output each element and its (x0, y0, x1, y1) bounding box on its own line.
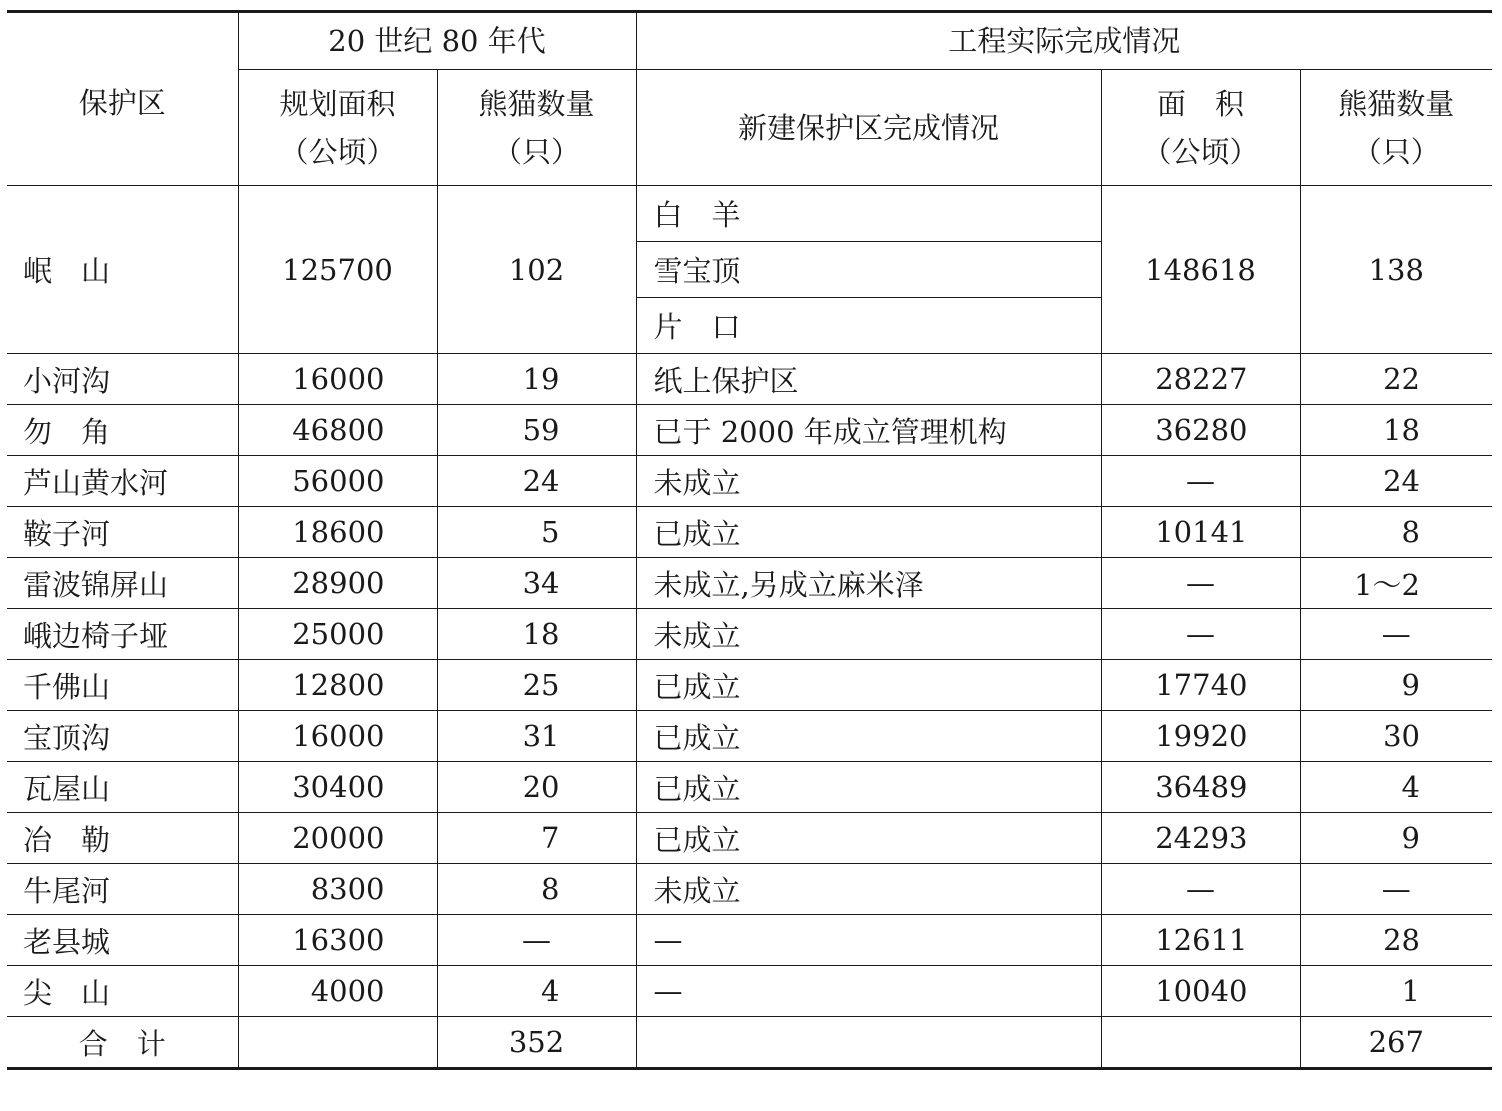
cell-pandas-80s: 31 (437, 711, 636, 762)
cell-pandas-actual: 4 (1300, 762, 1492, 813)
table-row (7, 966, 1492, 1017)
total-pandas-80s: 352 (437, 1017, 636, 1069)
table-row-minshan (7, 186, 1492, 242)
total-pandas-actual: 267 (1300, 1017, 1492, 1069)
cell-status: 未成立 (636, 609, 1101, 660)
table-row (7, 558, 1492, 609)
cell-area: 10040 (1101, 966, 1300, 1017)
table-row (7, 354, 1492, 405)
cell-status: 未成立 (636, 456, 1101, 507)
cell-planned-area: 4000 (238, 966, 437, 1017)
cell-pandas-actual: — (1300, 609, 1492, 660)
table-row (7, 762, 1492, 813)
table-footer (7, 1017, 1492, 1069)
table-row (7, 660, 1492, 711)
table-row (7, 405, 1492, 456)
cell-area: 19920 (1101, 711, 1300, 762)
table-rows (7, 354, 1492, 1017)
cell-pandas-actual: 1～2 (1300, 558, 1492, 609)
minshan-pandas-actual: 138 (1300, 186, 1492, 354)
cell-status: — (636, 966, 1101, 1017)
minshan-sub-reserve: 片 口 (636, 298, 1101, 354)
cell-pandas-actual: 9 (1300, 660, 1492, 711)
cell-status: 未成立 (636, 864, 1101, 915)
cell-area: 10141 (1101, 507, 1300, 558)
cell-reserve-name: 峨边椅子垭 (7, 609, 238, 660)
cell-reserve-name: 老县城 (7, 915, 238, 966)
cell-planned-area: 46800 (238, 405, 437, 456)
cell-reserve-name: 小河沟 (7, 354, 238, 405)
cell-pandas-80s: 5 (437, 507, 636, 558)
cell-planned-area: 16000 (238, 354, 437, 405)
header-panda-count-actual (1300, 70, 1492, 186)
cell-status: 未成立,另成立麻米泽 (636, 558, 1101, 609)
cell-reserve-name: 芦山黄水河 (7, 456, 238, 507)
cell-planned-area: 8300 (238, 864, 437, 915)
table-row-total (7, 1017, 1492, 1069)
cell-reserve-name: 雷波锦屏山 (7, 558, 238, 609)
table-row (7, 609, 1492, 660)
cell-reserve-name: 牛尾河 (7, 864, 238, 915)
minshan-planned-area: 125700 (238, 186, 437, 354)
header-panda-count-actual-label: 熊猫数量 (1338, 86, 1455, 121)
header-planned-area (238, 70, 437, 186)
cell-planned-area: 20000 (238, 813, 437, 864)
cell-area: 12611 (1101, 915, 1300, 966)
cell-area: — (1101, 609, 1300, 660)
header-group-80s: 20 世纪 80 年代 (238, 12, 636, 70)
cell-planned-area: 16300 (238, 915, 437, 966)
cell-pandas-80s: — (437, 915, 636, 966)
cell-area: 24293 (1101, 813, 1300, 864)
minshan-sub-reserve: 雪宝顶 (636, 242, 1101, 298)
cell-pandas-actual: 28 (1300, 915, 1492, 966)
minshan-name: 岷 山 (7, 186, 238, 354)
header-new-reserve-status: 新建保护区完成情况 (636, 70, 1101, 186)
cell-reserve-name: 宝顶沟 (7, 711, 238, 762)
cell-pandas-80s: 59 (437, 405, 636, 456)
header-planned-area-unit: （公顷） (279, 134, 396, 169)
minshan-area: 148618 (1101, 186, 1300, 354)
table-row (7, 915, 1492, 966)
cell-reserve-name: 千佛山 (7, 660, 238, 711)
cell-area: — (1101, 864, 1300, 915)
header-panda-count-80s-unit: （只） (492, 134, 580, 169)
header-area (1101, 70, 1300, 186)
cell-pandas-actual: 1 (1300, 966, 1492, 1017)
header-panda-count-actual-unit: （只） (1352, 134, 1440, 169)
cell-reserve-name: 鞍子河 (7, 507, 238, 558)
table-row (7, 711, 1492, 762)
table-body (7, 186, 1492, 354)
cell-area: — (1101, 456, 1300, 507)
cell-pandas-actual: 22 (1300, 354, 1492, 405)
table-row (7, 507, 1492, 558)
total-status (636, 1017, 1101, 1069)
cell-pandas-actual: 18 (1300, 405, 1492, 456)
cell-pandas-actual: 8 (1300, 507, 1492, 558)
cell-pandas-80s: 19 (437, 354, 636, 405)
cell-planned-area: 56000 (238, 456, 437, 507)
cell-area: — (1101, 558, 1300, 609)
panda-reserve-table (7, 10, 1492, 1070)
header-area-unit: （公顷） (1142, 134, 1259, 169)
cell-pandas-80s: 4 (437, 966, 636, 1017)
cell-status: 已成立 (636, 813, 1101, 864)
cell-status: 已成立 (636, 762, 1101, 813)
minshan-sub-reserve: 白 羊 (636, 186, 1101, 242)
cell-pandas-actual: 30 (1300, 711, 1492, 762)
cell-status: — (636, 915, 1101, 966)
cell-status: 已于 2000 年成立管理机构 (636, 405, 1101, 456)
cell-area: 36280 (1101, 405, 1300, 456)
header-panda-count-80s-label: 熊猫数量 (478, 86, 595, 121)
table-row (7, 813, 1492, 864)
cell-status: 已成立 (636, 660, 1101, 711)
cell-pandas-80s: 7 (437, 813, 636, 864)
cell-area: 28227 (1101, 354, 1300, 405)
cell-pandas-80s: 25 (437, 660, 636, 711)
cell-reserve-name: 尖 山 (7, 966, 238, 1017)
cell-pandas-80s: 24 (437, 456, 636, 507)
minshan-pandas-80s: 102 (437, 186, 636, 354)
cell-pandas-actual: — (1300, 864, 1492, 915)
cell-pandas-80s: 20 (437, 762, 636, 813)
total-planned-area (238, 1017, 437, 1069)
cell-status: 纸上保护区 (636, 354, 1101, 405)
cell-pandas-actual: 24 (1300, 456, 1492, 507)
cell-pandas-80s: 34 (437, 558, 636, 609)
table-header (7, 12, 1492, 186)
table-row (7, 456, 1492, 507)
table-row (7, 864, 1492, 915)
cell-status: 已成立 (636, 507, 1101, 558)
header-planned-area-label: 规划面积 (279, 86, 396, 121)
cell-pandas-80s: 18 (437, 609, 636, 660)
cell-planned-area: 16000 (238, 711, 437, 762)
cell-reserve-name: 冶 勒 (7, 813, 238, 864)
cell-reserve-name: 勿 角 (7, 405, 238, 456)
total-label: 合 计 (7, 1017, 238, 1069)
cell-planned-area: 12800 (238, 660, 437, 711)
cell-planned-area: 18600 (238, 507, 437, 558)
header-group-actual: 工程实际完成情况 (636, 12, 1492, 70)
cell-pandas-actual: 9 (1300, 813, 1492, 864)
cell-area: 17740 (1101, 660, 1300, 711)
cell-planned-area: 25000 (238, 609, 437, 660)
cell-planned-area: 30400 (238, 762, 437, 813)
cell-area: 36489 (1101, 762, 1300, 813)
total-area (1101, 1017, 1300, 1069)
cell-pandas-80s: 8 (437, 864, 636, 915)
cell-reserve-name: 瓦屋山 (7, 762, 238, 813)
cell-status: 已成立 (636, 711, 1101, 762)
header-reserve: 保护区 (7, 12, 238, 186)
header-area-label: 面 积 (1156, 86, 1244, 121)
cell-planned-area: 28900 (238, 558, 437, 609)
header-panda-count-80s (437, 70, 636, 186)
